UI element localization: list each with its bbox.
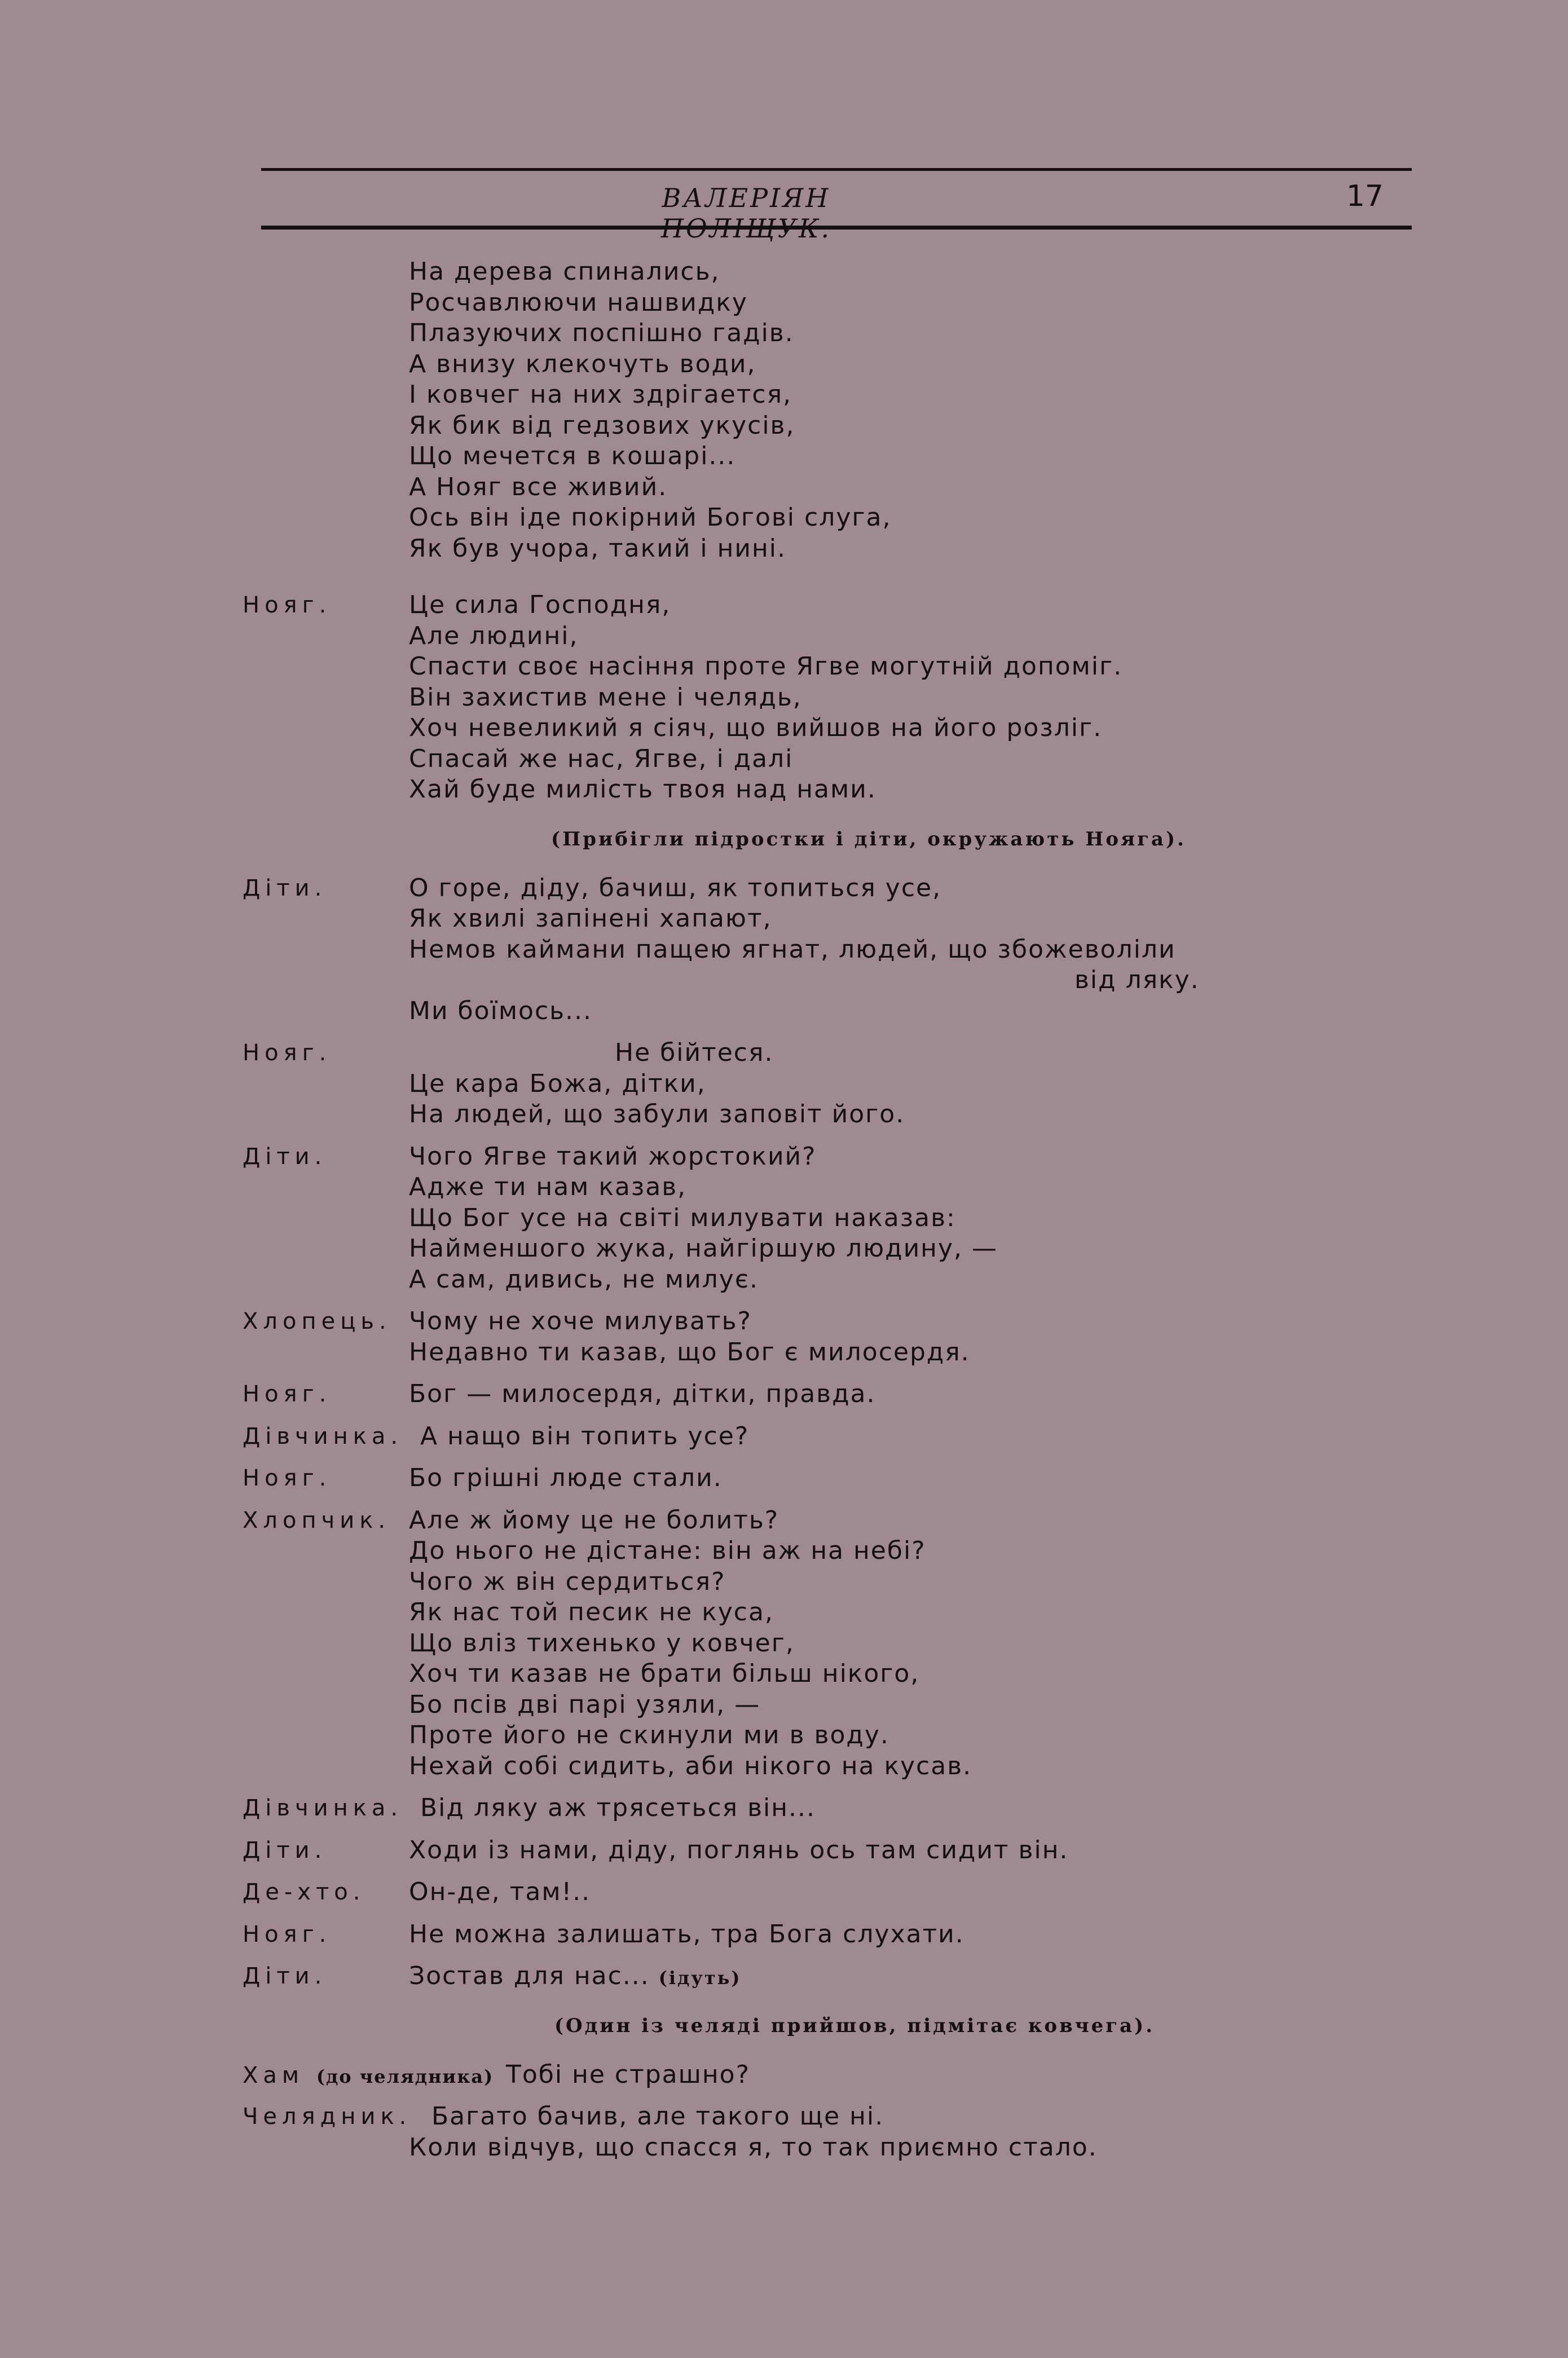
verse-line	[0, 590, 1568, 621]
verse-line	[0, 1141, 1568, 1173]
speaker-name: Нояг.	[243, 592, 332, 618]
verse-line	[0, 1690, 1568, 1721]
verse-text: А сам, дивись, не милує.	[409, 1264, 759, 1294]
verse-line	[0, 1919, 1568, 1950]
verse-text: Ось він іде покірний Богові слуга,	[409, 503, 892, 532]
verse-line	[0, 257, 1568, 288]
speaker-name: Хлопчик.	[243, 1507, 391, 1533]
verse-line	[0, 1337, 1568, 1368]
stage-direction: (Прибігли підростки і діти, окружають Нояга).	[551, 827, 1186, 850]
verse-text: Чого Ягве такий жорстокий?	[409, 1141, 817, 1171]
verse-line	[0, 288, 1568, 319]
verse-text: Це сила Господня,	[409, 590, 671, 619]
verse-line	[0, 1835, 1568, 1866]
verse-text: До нього не дістане: він аж на небі?	[409, 1536, 926, 1565]
verse-line	[0, 1203, 1568, 1234]
verse-text: Як хвилі запінені хапают,	[409, 904, 772, 933]
verse-line	[0, 472, 1568, 503]
verse-line	[0, 873, 1568, 904]
verse-line	[0, 1379, 1568, 1410]
verse-text: На людей, що забули заповіт його.	[409, 1100, 905, 1129]
verse-line	[0, 621, 1568, 652]
verse-text: Недавно ти казав, що Бог є милосердя.	[409, 1337, 970, 1367]
verse-text: Як бик від гедзових укусів,	[409, 411, 795, 440]
verse-text: Плазуючих поспішно гадів.	[409, 319, 794, 347]
speaker-name: Нояг.	[243, 1465, 332, 1491]
verse-text: Чому не хоче милувать?	[409, 1307, 752, 1336]
verse-text: Що вліз тихенько у ковчег,	[409, 1628, 795, 1658]
speaker-name: Діти.	[243, 1837, 327, 1863]
verse-line	[0, 1536, 1568, 1567]
verse-line	[0, 1306, 1568, 1337]
verse-line	[0, 1099, 1568, 1130]
verse-line	[0, 1069, 1568, 1100]
verse-text: А внизу клекочуть води,	[409, 349, 756, 378]
verse-line	[0, 2060, 1568, 2091]
verse-line	[0, 441, 1568, 472]
verse-line	[0, 1877, 1568, 1908]
speaker-name: Діти.	[243, 1143, 327, 1170]
verse-text: Бо грішні люде стали.	[409, 1464, 723, 1492]
verse-text: Ходи із нами, діду, поглянь ось там сидит він.	[409, 1835, 1069, 1865]
verse-text: Багато бачив, але такого ще ні.	[431, 2102, 884, 2131]
verse-text: Тобі не страшно?	[505, 2060, 750, 2089]
verse-line	[0, 1233, 1568, 1264]
verse-fragment: Зостав для нас...	[409, 1962, 650, 1990]
inline-stage-direction: (ідуть)	[658, 1967, 742, 1989]
verse-text: А нащо він топить усе?	[420, 1421, 750, 1451]
verse-text: Це кара Божа, дітки,	[409, 1069, 706, 1098]
verse-line	[0, 2101, 1568, 2132]
verse-text: Спасай же нас, Ягве, і далі	[409, 744, 794, 773]
verse-text: від ляку.	[1074, 966, 1200, 994]
verse-line	[0, 2132, 1568, 2163]
speaker-name: Дівчинка.	[243, 1795, 403, 1821]
verse-line	[0, 1720, 1568, 1751]
speaker-name: Де-хто.	[243, 1879, 365, 1905]
verse-line	[0, 1172, 1568, 1203]
verse-text: Хоч ти казав не брати більш нікого,	[409, 1659, 920, 1688]
verse-line	[0, 318, 1568, 349]
verse-text: На дерева спинались,	[409, 257, 720, 286]
verse-line	[0, 1628, 1568, 1659]
speaker-name-main: Хам	[243, 2062, 305, 2088]
verse-text: Чого ж він сердиться?	[409, 1567, 726, 1596]
header-rule-bottom	[261, 226, 1412, 230]
verse-text	[409, 1961, 742, 1994]
header-rule-top	[261, 168, 1412, 171]
speaker-name: Хлопець.	[243, 1308, 391, 1334]
verse-text: Хай буде милість твоя над нами.	[409, 775, 877, 804]
verse-text: Ми боїмось...	[409, 996, 593, 1025]
verse-text: Найменшого жука, найгіршую людину, —	[409, 1234, 998, 1263]
running-title: ВАЛЕРІЯН ПОЛІЩУК.	[660, 183, 832, 244]
verse-text: Хоч невеликий я сіяч, що вийшов на його розліг.	[409, 713, 1103, 742]
verse-text: Але ж йому це не болить?	[409, 1505, 779, 1535]
verse-line	[0, 534, 1568, 565]
verse-line	[0, 903, 1568, 935]
verse-text: Росчавлюючи нашвидку	[409, 288, 748, 317]
verse-line	[0, 1961, 1568, 1992]
verse-line	[0, 1505, 1568, 1536]
verse-text: Коли відчув, що спасся я, то так приємно стало.	[409, 2132, 1098, 2162]
verse-text: О горе, діду, бачиш, як топиться усе,	[409, 873, 942, 902]
verse-line	[0, 935, 1568, 966]
verse-text: Як нас той песик не куса,	[409, 1598, 774, 1627]
verse-line	[0, 1264, 1568, 1295]
verse-text: Як був учора, такий і нині.	[409, 534, 786, 563]
verse-line	[0, 1597, 1568, 1628]
verse-text: Не можна залишать, тра Бога слухати.	[409, 1919, 964, 1949]
verse-text: Адже ти нам казав,	[409, 1173, 687, 1201]
verse-text: І ковчег на них здрігается,	[409, 380, 792, 409]
verse-text: Він захистив мене і челядь,	[409, 682, 802, 712]
verse-text: Не бійтеся.	[615, 1038, 774, 1067]
speaker-name: Діти.	[243, 875, 327, 901]
verse-line	[0, 1421, 1568, 1452]
speaker-name: Нояг.	[243, 1040, 332, 1066]
verse-line	[0, 1038, 1568, 1069]
speaker-name: Дівчинка.	[243, 1423, 403, 1449]
verse-line	[0, 651, 1568, 682]
verse-text: Нехай собі сидить, аби нікого на кусав.	[409, 1751, 972, 1780]
verse-text: Он-де, там!..	[409, 1877, 591, 1906]
verse-line	[0, 1659, 1568, 1690]
verse-line	[0, 1567, 1568, 1598]
speaker-name: Нояг.	[243, 1921, 332, 1947]
speaker-name: Челядник.	[243, 2104, 412, 2130]
verse-line	[0, 349, 1568, 380]
speaker-direction: (до челядника)	[316, 2065, 494, 2087]
verse-line	[0, 774, 1568, 805]
verse-text: Бо псів дві парі узяли, —	[409, 1690, 761, 1719]
page-number: 17	[1346, 179, 1384, 213]
verse-line	[0, 1751, 1568, 1782]
verse-line	[0, 380, 1568, 411]
running-head	[261, 179, 1412, 244]
verse-line	[0, 503, 1568, 534]
stage-direction: (Один із челяді прийшов, підмітає ковчега).	[554, 2014, 1155, 2037]
verse-text: Спасти своє насіння проте Ягве могутній допоміг.	[409, 652, 1123, 681]
speaker-name: Діти.	[243, 1963, 327, 1989]
verse-text: Від ляку аж трясеться він...	[420, 1793, 816, 1822]
verse-text: Що мечется в кошарі...	[409, 442, 736, 470]
verse-text: Немов каймани пащею ягнат, людей, що збожеволіли	[409, 935, 1176, 964]
verse-text: Що Бог усе на світі милувати наказав:	[409, 1203, 956, 1232]
verse-line	[0, 744, 1568, 775]
verse-text: Бог — милосердя, дітки, правда.	[409, 1379, 876, 1408]
verse-line	[0, 1793, 1568, 1824]
verse-line	[0, 411, 1568, 442]
speaker-name: Нояг.	[243, 1381, 332, 1407]
verse-text: А Нояг все живий.	[409, 472, 668, 501]
verse-line	[0, 996, 1568, 1027]
verse-line	[0, 1463, 1568, 1494]
verse-line	[0, 965, 1568, 996]
verse-line	[0, 713, 1568, 744]
speaker-name	[243, 2060, 750, 2092]
verse-line	[0, 682, 1568, 713]
verse-text: Проте його не скинули ми в воду.	[409, 1721, 889, 1749]
verse-text: Але людині,	[409, 621, 579, 650]
page-body	[0, 257, 1568, 2163]
